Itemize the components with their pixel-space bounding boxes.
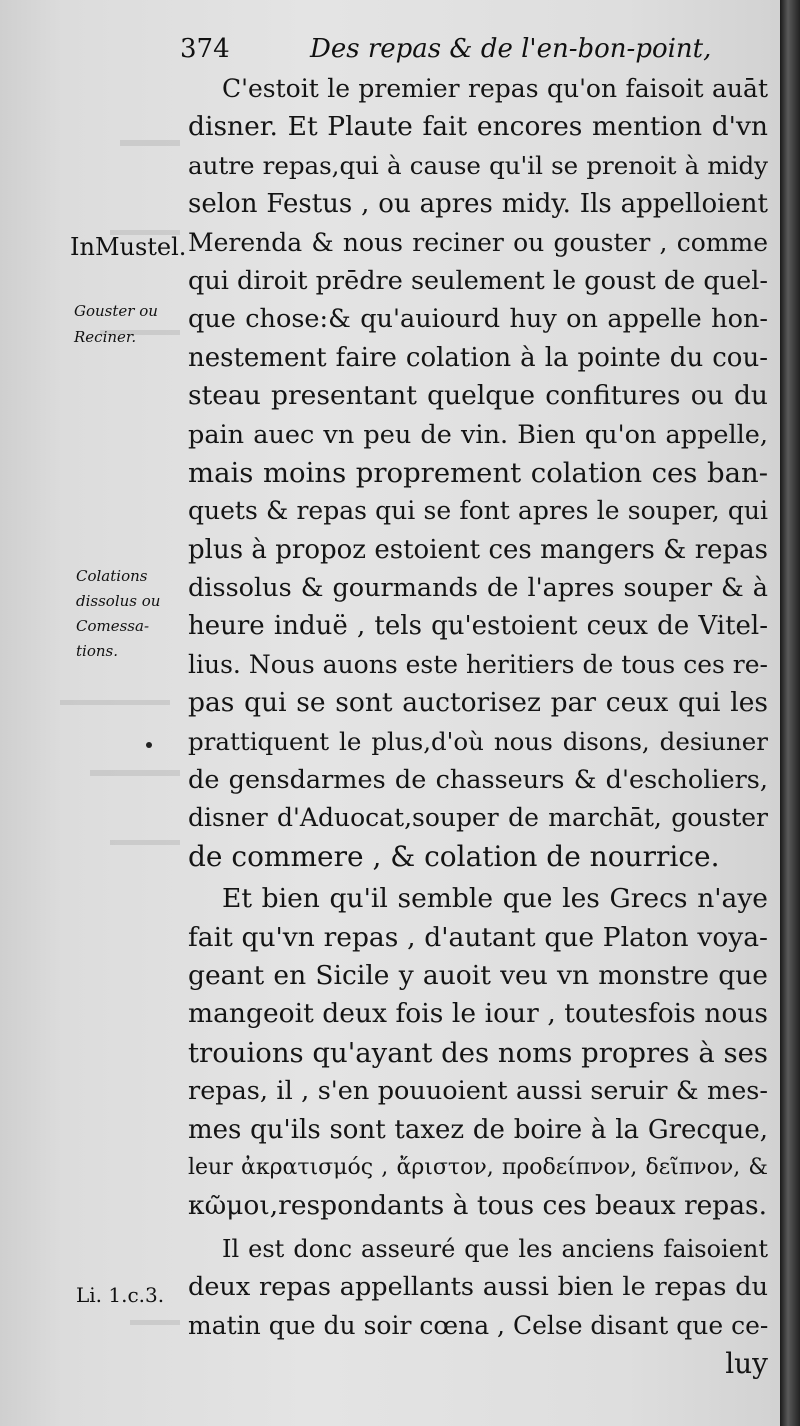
text-line: mangeoit deux fois le iour , toutesfois nous [188,998,768,1030]
margin-note-line: dissolus ou [76,592,161,610]
running-head: Des repas & de l'en-bon-point, [310,34,712,64]
text-line: prattiquent le plus,d'où nous disons, desiuner [188,726,768,756]
text-line: plus à propoz estoient ces mangers & repas [188,534,768,565]
margin-note-line: Reciner. [74,328,137,346]
text-line: mes qu'ils sont taxez de boire à la Grecque, [188,1114,768,1145]
text-line: heure induë , tels qu'estoient ceux de Vitel- [188,611,768,642]
margin-note-line: tions. [76,642,118,660]
text-line: leur ἀκρατισμός , ἄριστον, προδείπνον, δεῖπνον, & [188,1154,768,1180]
text-line: mais moins proprement colation ces ban- [188,456,768,489]
margin-note-colations [76,564,160,664]
text-line: quets & repas qui se font apres le souper, qui [188,496,768,526]
text-line: disner. Et Plaute fait encores mention d'vn [188,111,768,143]
text-line: Il est donc asseuré que les anciens faisoient [222,1234,768,1263]
text-line: geant en Sicile y auoit veu vn monstre que [188,959,768,991]
text-line: pain auec vn peu de vin. Bien qu'on appelle, [188,419,768,450]
text-line: autre repas,qui à cause qu'il se prenoit à midy [188,150,768,180]
text-line: dissolus & gourmands de l'apres souper & à [188,573,768,604]
text-line: pas qui se sont auctorisez par ceux qui les [188,687,768,719]
text-line: Merenda & nous reciner ou gouster , comme [188,227,768,257]
text-line: Et bien qu'il semble que les Grecs n'aye [222,883,768,915]
text-line: disner d'Aduocat,souper de marchāt, gouster [188,803,768,833]
text-line: deux repas appellants aussi bien le repas du [188,1272,768,1303]
margin-note-line: InMustel. [70,233,187,261]
margin-note-line: Comessa- [76,617,150,635]
text-line: C'estoit le premier repas qu'on faisoit auāt [222,74,768,103]
text-line: κῶμοι,respondants à tous ces beaux repas. [188,1190,768,1222]
text-line: steau presentant quelque confitures ou du [188,380,768,412]
margin-note-line: Li. 1.c.3. [76,1283,165,1307]
text-line: matin que du soir cœna , Celse disant que ce- [188,1310,769,1340]
text-line: de gensdarmes de chasseurs & d'escholiers, [188,765,768,796]
text-line: lius. Nous auons este heritiers de tous ces re- [188,649,768,679]
margin-note-mustel [70,233,186,261]
margin-note-gouster [74,298,158,350]
margin-note-line: Gouster ou [74,302,158,320]
body-text [188,70,768,1383]
margin-note-reference [76,1283,164,1307]
text-line: de commere , & colation de nourrice. [188,839,720,873]
stray-ink-mark [146,742,152,748]
text-line: luy [725,1346,768,1380]
margin-note-line: Colations [76,567,148,585]
text-line: fait qu'vn repas , d'autant que Platon voya- [188,921,768,953]
text-line: qui diroit prēdre seulement le goust de quel- [188,265,768,296]
text-line: trouions qu'ayant des noms propres à ses [188,1036,768,1069]
text-line: repas, il , s'en pouuoient aussi seruir & mes- [188,1076,768,1107]
page-header [180,34,760,74]
text-line: nestement faire colation à la pointe du cou- [188,342,768,373]
page-number: 374 [180,34,230,64]
text-line: selon Festus , ou apres midy. Ils appelloient [188,189,768,220]
book-gutter-edge [780,0,800,1426]
text-line: que chose:& qu'auiourd huy on appelle hon- [188,304,768,335]
